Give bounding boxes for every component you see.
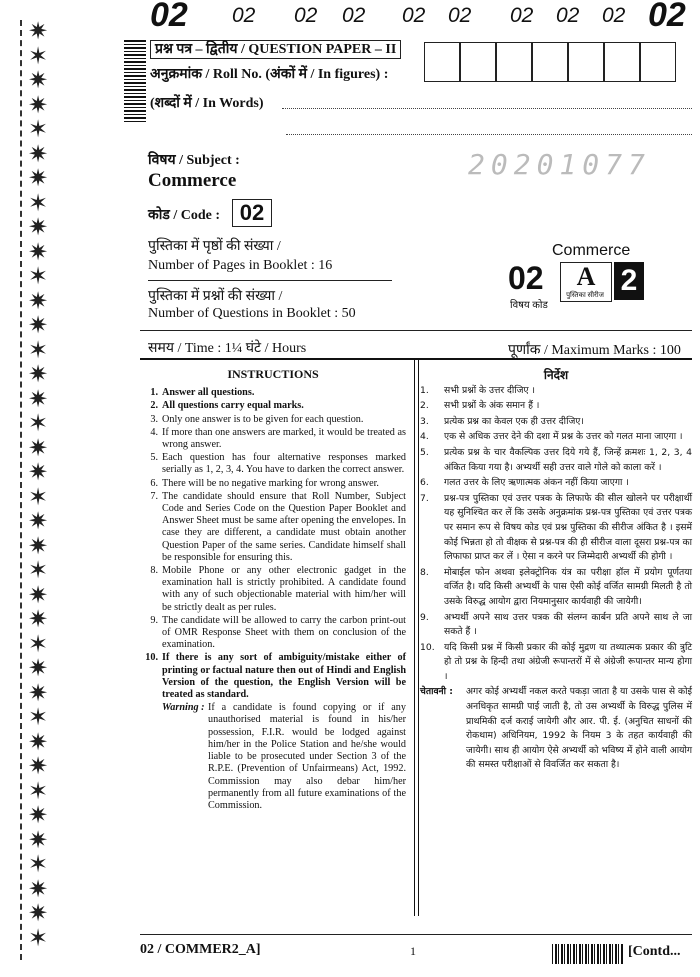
subject-label: विषय / Subject : (148, 153, 240, 168)
instructions-hindi (420, 368, 692, 773)
top-code: 02 (150, 0, 188, 34)
subject-code-box: 02 (232, 199, 272, 227)
instructions-title: INSTRUCTIONS (227, 367, 319, 381)
subject-name: Commerce (148, 170, 237, 191)
ornament-star-icon: ✶ (28, 264, 49, 290)
divider (140, 330, 692, 331)
ornament-star-icon: ✷ (28, 460, 49, 486)
question-paper-title: प्रश्न पत्र – द्वितीय / QUESTION PAPER – II (150, 40, 401, 59)
barcode-icon (124, 40, 146, 124)
ornament-star-icon: ✷ (28, 533, 49, 560)
ornament-star-icon: ✷ (28, 876, 49, 903)
top-code-row (150, 0, 700, 36)
roll-digit-box[interactable] (424, 42, 460, 82)
ornament-star-icon: ✷ (28, 92, 49, 119)
top-code: 02 (294, 4, 318, 27)
ornament-star-icon: ✶ (28, 484, 49, 511)
ornament-star-icon: ✷ (28, 754, 49, 780)
series-letter-box: A (560, 262, 612, 302)
roll-digit-box[interactable] (532, 42, 568, 82)
ornament-star-icon: ✶ (28, 925, 49, 952)
top-code: 02 (448, 4, 472, 27)
ornament-star-icon: ✶ (28, 337, 49, 364)
ornament-star-icon: ✷ (28, 582, 49, 609)
series-code-caption: विषय कोड (510, 300, 548, 311)
ornament-star-icon: ✷ (28, 901, 49, 927)
ornament-star-icon: ✶ (28, 852, 49, 878)
warning-note: Warning : If a candidate is found copying or if any unauthorised material is found in his/her possession, F.I.R. would be lodged against him/her in the Police Station and he/she would liable to be prosecuted under Section 3 of the R.P.E. (Prevention of Unfairmeans) Act, 1992. Commission may also debar him/her permanently from all future examinations of the Commission. (162, 702, 406, 811)
ornament-star-icon: ✶ (28, 705, 49, 731)
top-code: 02 (342, 4, 366, 27)
instruction-item-hindi: 5. प्रत्येक प्रश्न के चार वैकल्पिक उत्तर दिये गये हैं, जिन्हें क्रमशः 1, 2, 3, 4 अंकित किया गया है। अभ्यर्थी सही उत्तर वाले गोले को काला करें । (420, 446, 692, 473)
continued-label: [Contd... (628, 944, 681, 959)
ornament-star-icon: ✷ (28, 20, 49, 45)
top-code: 02 (232, 4, 256, 27)
ornament-star-icon: ✷ (28, 313, 49, 339)
ornament-star-icon: ✶ (28, 631, 49, 658)
ornament-star-icon: ✷ (28, 509, 49, 535)
ornament-star-icon: ✶ (28, 411, 49, 437)
top-code: 02 (648, 0, 686, 34)
ornament-star-icon: ✶ (28, 778, 49, 805)
column-divider (414, 360, 419, 916)
roll-digit-box[interactable] (460, 42, 496, 82)
barcode-icon (552, 944, 624, 964)
ornament-star-icon: ✷ (28, 607, 49, 633)
top-code: 02 (510, 4, 534, 27)
ornament-star-icon: ✷ (28, 166, 49, 192)
ornament-star-icon: ✶ (28, 558, 49, 584)
roll-words-line-2[interactable] (286, 134, 692, 135)
ornament-star-icon: ✷ (28, 386, 49, 413)
ornament-star-icon: ✷ (28, 680, 49, 707)
instruction-item: 10. If there is any sort of ambiguity/mistake either of printing or factual nature then out of Hindi and English Version of the question, the English Version will be treated as standard. (145, 652, 406, 701)
series-number-box: 2 (614, 262, 644, 300)
max-marks-label: पूर्णांक / Maximum Marks : 100 (508, 343, 681, 358)
questions-count-label-hindi: पुस्तिका में प्रश्नों की संख्या / (148, 289, 283, 304)
instruction-item-hindi: 2. सभी प्रश्नों के अंक समान हैं । (420, 400, 540, 412)
instruction-item-hindi: 10. यदि किसी प्रश्न में किसी प्रकार की कोई मुद्रण या तथ्यात्मक प्रकार की त्रुटि हो तो प्रश्न के हिन्दी तथा अंग्रेजी रूपान्तरों में से अंग्रेजी रूपान्तर मान्य होगा । (420, 641, 692, 682)
ornament-star-icon: ✶ (28, 43, 49, 70)
roll-digit-box[interactable] (568, 42, 604, 82)
roll-digit-box[interactable] (496, 42, 532, 82)
pages-count-label: Number of Pages in Booklet : 16 (148, 258, 333, 273)
instruction-item: 8. Mobile Phone or any other electronic gadget in the examination hall is strictly prohibited. A candidate found with any of such objectionable material with him/her will be strictly dealt as per rules. (150, 565, 406, 613)
top-code: 02 (556, 4, 580, 27)
ornament-star-icon: ✶ (28, 117, 49, 143)
warning-note-hindi: चेतावनी : अगर कोई अभ्यर्थी नकल करते पकड़ा जाता है या उसके पास से कोई अनधिकृत सामग्री पाई जाती है, तो उस अभ्यर्थी के विरुद्ध पुलिस में प्राथमिकी दर्ज कराई जायेगी और आर. पी. ई. (अनुचित साधनों की रोकथाम) अधिनियम, 1992 के नियम 3 के तहत कार्यवाही की जायेगी। साथ ही आयोग ऐसे अभ्यर्थी को भविष्य में होने वाली आयोग की समस्त परीक्षाओं से विवर्जित कर सकता है। (420, 686, 692, 771)
instructions-english (140, 368, 406, 812)
ornament-star-icon: ✷ (28, 141, 49, 168)
instruction-item-hindi: 3. प्रत्येक प्रश्न का केवल एक ही उत्तर दीजिए। (420, 415, 584, 427)
roll-digit-box[interactable] (604, 42, 640, 82)
divider (140, 934, 692, 935)
instruction-item: 6. There will be no negative marking for wrong answer. (150, 477, 379, 489)
ornament-star-icon: ✷ (28, 827, 49, 854)
ornament-star-icon: ✷ (28, 239, 49, 266)
instruction-item: 5. Each question has four alternative responses marked serially as 1, 2, 3, 4. You have to darken the correct answer. (150, 452, 406, 476)
serial-number: 20201077 (468, 148, 651, 181)
roll-words-label: (शब्दों में / In Words) (150, 96, 264, 111)
roll-words-line[interactable] (282, 108, 692, 109)
series-letter-caption: पुस्तिका सीरीज (566, 291, 604, 299)
instruction-item-hindi: 7. प्रश्न-पत्र पुस्तिका एवं उत्तर पत्रक के लिफाफे की सील खोलने पर परीक्षार्थी यह सुनिश्चित कर लें कि उसके अनुक्रमांक प्रश्न-पत्र पुस्तिका एवं उत्तर पत्रक पर समान रूप से विषय कोड एवं प्रश्न पुस्तिका की सीरीज अंकित है । इसमें कोई भिन्नता हो तो वीक्षक से प्रश्न-पत्र की ही सीरीज वाला दूसरा प्रश्न-पत्र का लिफाफा प्राप्त कर लें । ऐसा न करने पर जिम्मेदारी अभ्यर्थी की होगी । (420, 492, 692, 563)
instructions-title-hindi: निर्देश (543, 368, 569, 382)
booklet-code: 02 / COMMER2_A] (140, 942, 261, 957)
roll-number-label: अनुक्रमांक / Roll No. (अंकों में / In figures) : (150, 67, 389, 82)
instruction-item-hindi: 1. सभी प्रश्नों के उत्तर दीजिए । (420, 384, 535, 396)
series-subject-name: Commerce (552, 242, 631, 259)
top-code: 02 (402, 4, 426, 27)
instruction-item: 4. If more than one answers are marked, it would be treated as wrong answer. (150, 426, 406, 451)
ornament-star-icon: ✷ (28, 288, 49, 315)
ornament-star-icon: ✷ (28, 803, 49, 829)
questions-count-label: Number of Questions in Booklet : 50 (148, 306, 356, 321)
ornament-star-icon: ✶ (28, 190, 49, 217)
roll-digit-box[interactable] (640, 42, 676, 82)
instruction-item-hindi: 4. एक से अधिक उत्तर देने की दशा में प्रश्न के उत्तर को गलत माना जाएगा । (420, 431, 683, 443)
divider (148, 280, 392, 281)
series-subject-code: 02 (508, 260, 544, 296)
ornament-star-icon: ✷ (28, 68, 49, 94)
instruction-item-hindi: 9. अभ्यर्थी अपने साथ उत्तर पत्रक की संलग्न कार्बन प्रति अपने साथ ले जा सकते हैं । (420, 611, 692, 638)
ornament-star-icon: ✷ (28, 435, 49, 462)
code-label: कोड / Code : (148, 208, 221, 223)
instruction-item: 3. Only one answer is to be given for each question. (150, 413, 364, 425)
top-code: 02 (602, 4, 626, 27)
instruction-item: 1. Answer all questions. (150, 387, 255, 399)
ornament-star-icon: ✷ (28, 656, 49, 682)
instruction-item: 2. All questions carry equal marks. (150, 400, 304, 412)
time-label: समय / Time : 1¼ घंटे / Hours (148, 341, 307, 356)
ornament-star-icon: ✷ (28, 362, 49, 388)
pages-count-label-hindi: पुस्तिका में पृष्ठों की संख्या / (148, 239, 281, 254)
instruction-item: 7. The candidate should ensure that Roll Number, Subject Code and Series Code on the Question Paper Booklet and Answer Sheet must be same after opening the envelopes. In case they are different, a candidate must obtain another Question Paper of the same series. Candidate himself shall be responsible for ensuring this. (150, 490, 406, 563)
page-number: 1 (410, 944, 416, 958)
instruction-item-hindi: 8. मोबाईल फोन अथवा इलेक्ट्रोनिक यंत्र का परीक्षा हॉल में प्रयोग पूर्णतया वर्जित है। यदि किसी अभ्यर्थी के पास ऐसी कोई वर्जित सामग्री मिलती है तो उसके विरुद्ध आयोग द्वारा नियमानुसार कार्यवाही की जायेगी। (420, 566, 692, 607)
instruction-item-hindi: 6. गलत उत्तर के लिए ऋणात्मक अंकन नहीं किया जाएगा । (420, 477, 629, 489)
ornament-star-icon: ✷ (28, 215, 49, 241)
instruction-item: 9. The candidate will be allowed to carry the carbon print-out of OMR Response Sheet with them on conclusion of the examination. (150, 614, 406, 651)
ornament-star-icon: ✷ (28, 729, 49, 756)
left-ornament-border (6, 20, 70, 960)
